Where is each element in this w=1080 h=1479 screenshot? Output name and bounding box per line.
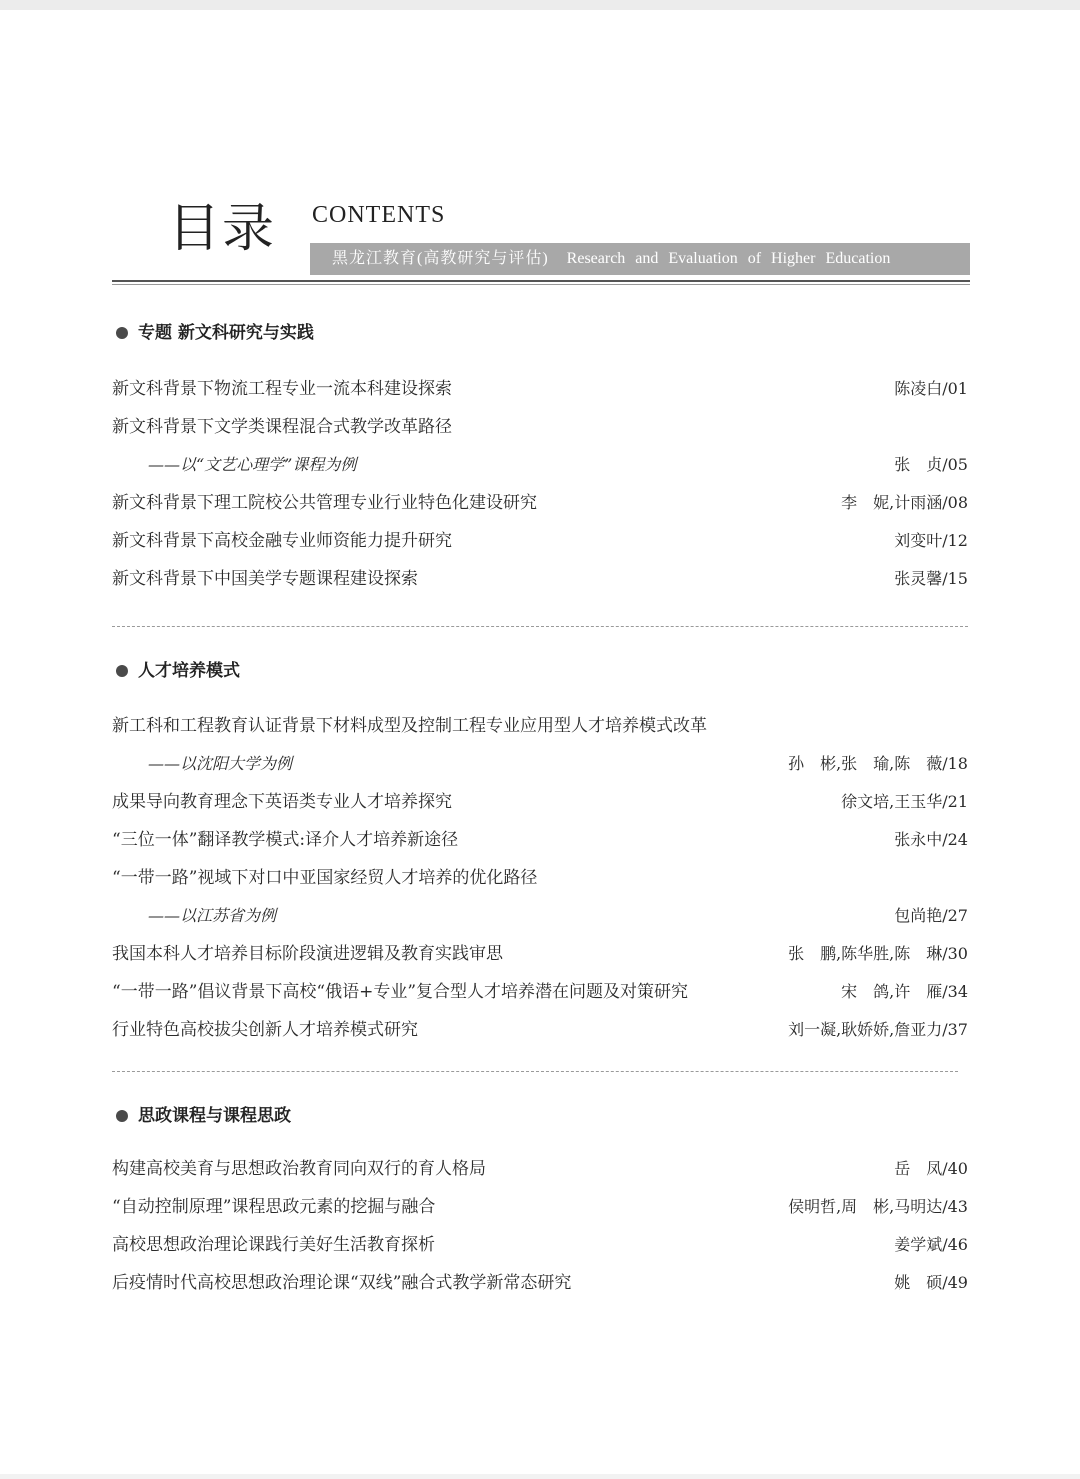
entry-author-page: 徐文培,王玉华/21 — [841, 792, 968, 811]
entry-author-page: 张 鹏,陈华胜,陈 琳/30 — [788, 944, 968, 963]
toc-entry[interactable] — [112, 522, 970, 560]
entry-title: 成果导向教育理念下英语类专业人才培养探究 — [112, 792, 452, 812]
journal-name-cn: 黑龙江教育(高教研究与评估) — [332, 250, 549, 267]
toc-entry[interactable] — [112, 484, 970, 522]
entry-title: “三位一体”翻译教学模式:译介人才培养新途径 — [112, 830, 459, 850]
entry-title: 新文科背景下物流工程专业一流本科建设探索 — [112, 379, 452, 399]
page-title-en: CONTENTS — [312, 202, 446, 228]
section-heading — [112, 657, 970, 685]
toc-entry[interactable] — [112, 935, 970, 973]
toc-entry[interactable] — [112, 1011, 970, 1049]
entry-author-page: 包尚艳/27 — [894, 906, 968, 925]
entry-list — [112, 370, 970, 598]
entry-author-page: 宋 鸽,许 雁/34 — [841, 982, 968, 1001]
entry-author-page: 陈凌白/01 — [894, 379, 968, 398]
section-divider — [112, 1071, 958, 1072]
toc-entry[interactable] — [112, 783, 970, 821]
entry-author-page: 岳 凤/40 — [894, 1159, 968, 1178]
entry-title: 构建高校美育与思想政治教育同向双行的育人格局 — [112, 1159, 486, 1179]
section-title: 人才培养模式 — [138, 661, 240, 681]
section-ideological-courses — [112, 1102, 970, 1293]
entry-title: 新文科背景下高校金融专业师资能力提升研究 — [112, 531, 452, 551]
entry-list — [112, 1150, 970, 1302]
toc-entry[interactable] — [112, 1264, 970, 1302]
toc-entry-subtitle[interactable] — [112, 745, 970, 783]
entry-title: 我国本科人才培养目标阶段演进逻辑及教育实践审思 — [112, 944, 503, 964]
toc-entry[interactable] — [112, 821, 970, 859]
entry-list — [112, 707, 970, 1049]
entry-subtitle: ——以沈阳大学为例 — [148, 754, 293, 773]
toc-entry[interactable] — [112, 1226, 970, 1264]
entry-title: 行业特色高校拔尖创新人才培养模式研究 — [112, 1020, 418, 1040]
toc-entry[interactable] — [112, 707, 970, 745]
entry-author-page: 李 妮,计雨涵/08 — [841, 493, 968, 512]
toc-entry[interactable] — [112, 859, 970, 897]
page-bottom-edge — [0, 1474, 1080, 1479]
section-talent-training — [112, 657, 970, 1040]
entry-title: 后疫情时代高校思想政治理论课“双线”融合式教学新常态研究 — [112, 1273, 572, 1293]
section-special-topic — [112, 319, 970, 589]
toc-entry-subtitle[interactable] — [112, 446, 970, 484]
contents-header — [112, 196, 970, 286]
entry-title: 新文科背景下文学类课程混合式教学改革路径 — [112, 417, 452, 437]
entry-subtitle: ——以江苏省为例 — [148, 906, 277, 925]
entry-title: “自动控制原理”课程思政元素的挖掘与融合 — [112, 1197, 436, 1217]
page-title-cn: 目录 — [168, 199, 277, 259]
entry-author-page: 张灵馨/15 — [894, 569, 968, 588]
section-heading — [112, 1102, 970, 1130]
entry-title: 高校思想政治理论课践行美好生活教育探析 — [112, 1235, 435, 1255]
journal-title-bar — [310, 243, 970, 275]
header-rule-thick — [112, 280, 970, 282]
entry-title: 新工科和工程教育认证背景下材料成型及控制工程专业应用型人才培养模式改革 — [112, 716, 707, 736]
entry-author-page: 姚 硕/49 — [894, 1273, 968, 1292]
entry-author-page: 侯明哲,周 彬,马明达/43 — [788, 1197, 968, 1216]
toc-entry[interactable] — [112, 1150, 970, 1188]
entry-author-page: 张永中/24 — [894, 830, 968, 849]
entry-title: “一带一路”视域下对口中亚国家经贸人才培养的优化路径 — [112, 868, 538, 888]
entry-title: 新文科背景下理工院校公共管理专业行业特色化建设研究 — [112, 493, 537, 513]
entry-author-page: 张 贞/05 — [894, 455, 968, 474]
entry-author-page: 姜学斌/46 — [894, 1235, 968, 1254]
toc-entry[interactable] — [112, 973, 970, 1011]
bullet-icon — [116, 327, 128, 339]
section-divider — [112, 626, 968, 627]
bullet-icon — [116, 1110, 128, 1122]
page-top-edge — [0, 0, 1080, 10]
toc-entry[interactable] — [112, 560, 970, 598]
section-title: 专题 新文科研究与实践 — [138, 323, 314, 343]
bullet-icon — [116, 665, 128, 677]
header-rule-thin — [112, 284, 970, 285]
entry-author-page: 孙 彬,张 瑜,陈 薇/18 — [788, 754, 968, 773]
toc-entry[interactable] — [112, 408, 970, 446]
entry-title: “一带一路”倡议背景下高校“俄语+专业”复合型人才培养潜在问题及对策研究 — [112, 982, 689, 1002]
entry-title: 新文科背景下中国美学专题课程建设探索 — [112, 569, 418, 589]
entry-subtitle: ——以“文艺心理学”课程为例 — [148, 455, 357, 474]
toc-entry-subtitle[interactable] — [112, 897, 970, 935]
entry-author-page: 刘一凝,耿娇娇,詹亚力/37 — [788, 1020, 968, 1039]
section-title: 思政课程与课程思政 — [138, 1106, 291, 1126]
section-heading — [112, 319, 970, 347]
entry-author-page: 刘变叶/12 — [894, 531, 968, 550]
journal-name-en: Research and Evaluation of Higher Education — [566, 250, 891, 267]
toc-entry[interactable] — [112, 1188, 970, 1226]
toc-entry[interactable] — [112, 370, 970, 408]
